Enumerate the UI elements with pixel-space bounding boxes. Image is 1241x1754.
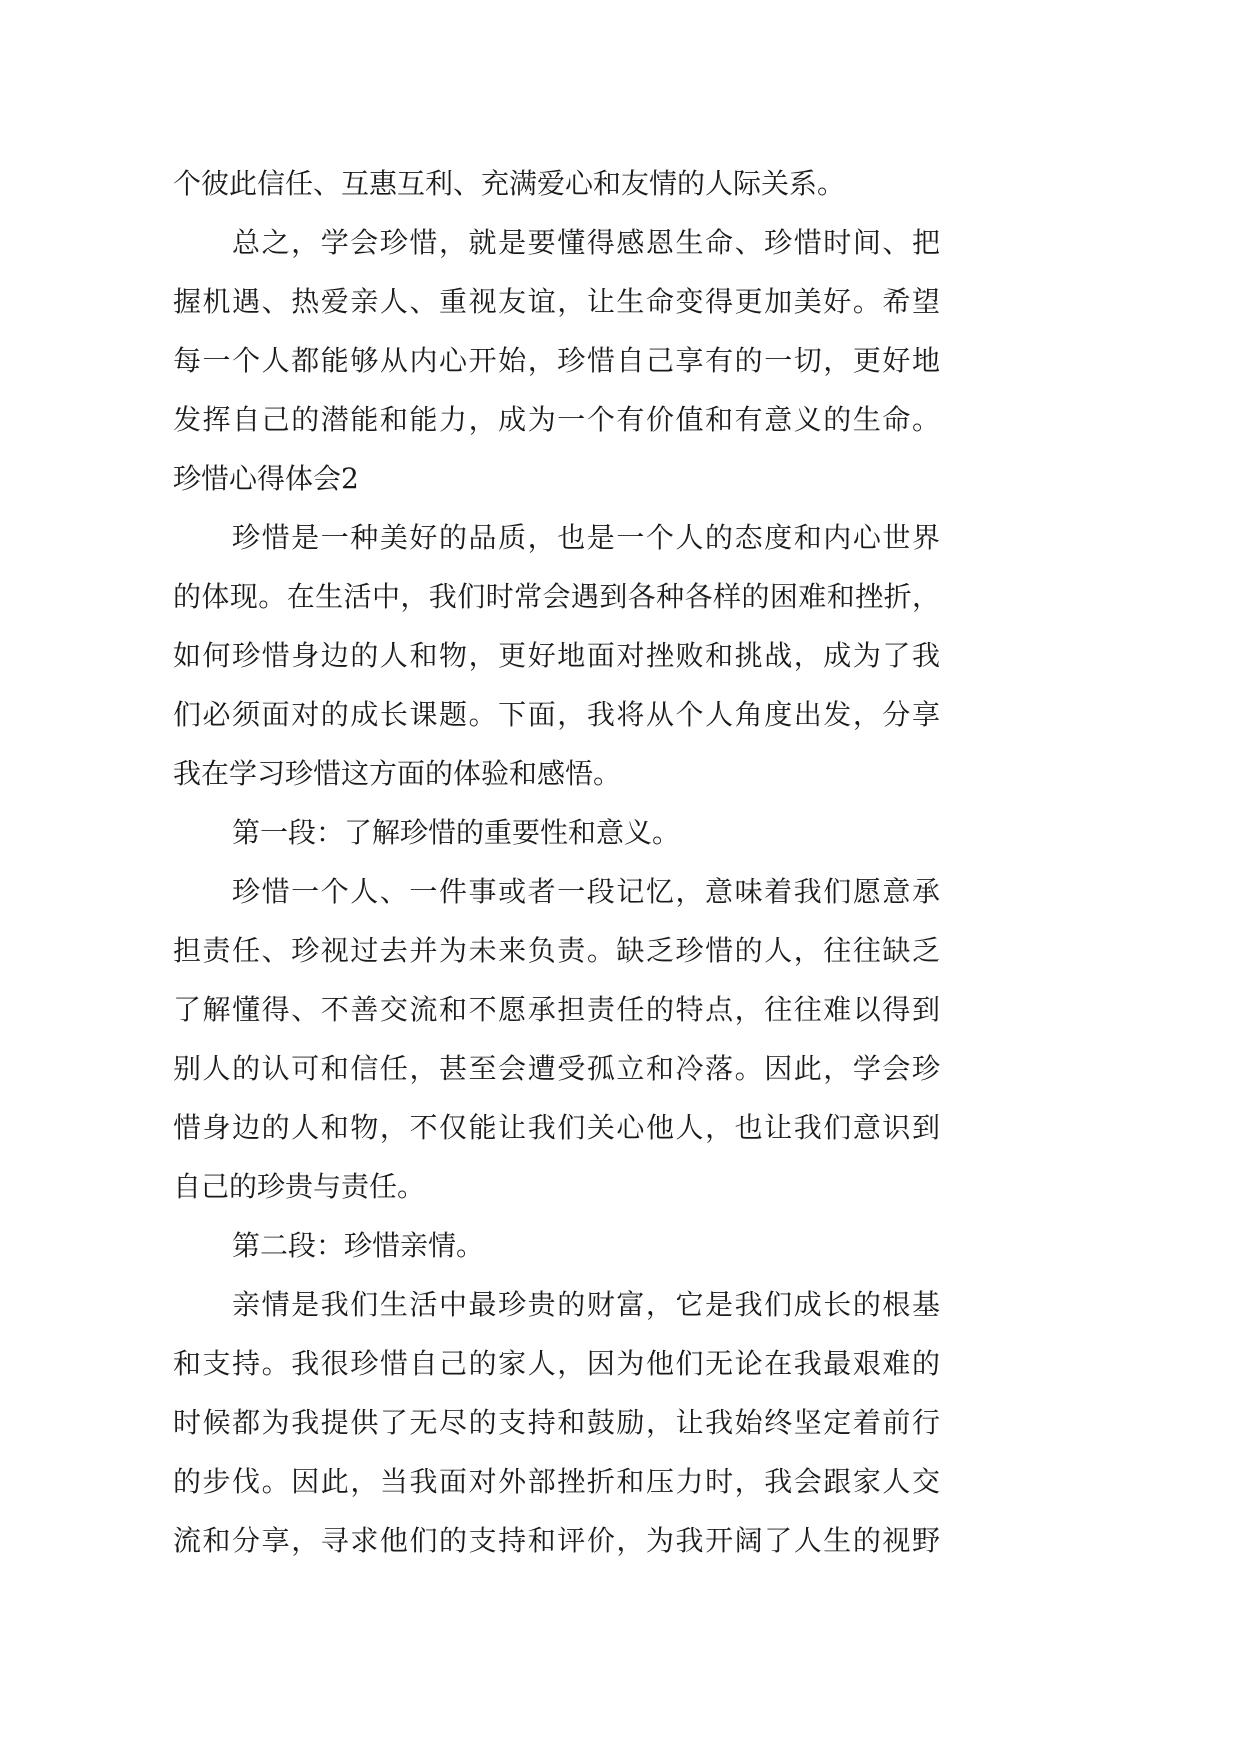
- paragraph-line: 握机遇、热爱亲人、重视友谊，让生命变得更加美好。希望: [173, 285, 940, 318]
- paragraph-line: 每一个人都能够从内心开始，珍惜自己享有的一切，更好地: [173, 344, 940, 377]
- paragraph-line: 珍惜是一种美好的品质，也是一个人的态度和内心世界: [232, 521, 940, 554]
- paragraph-line: 别人的认可和信任，甚至会遭受孤立和冷落。因此，学会珍: [173, 1052, 940, 1085]
- paragraph-line: 和支持。我很珍惜自己的家人，因为他们无论在我最艰难的: [173, 1347, 940, 1380]
- document-body: [173, 154, 940, 1570]
- paragraph-line: 的步伐。因此，当我面对外部挫折和压力时，我会跟家人交: [173, 1465, 940, 1498]
- paragraph-line: 自己的珍贵与责任。: [173, 1170, 426, 1203]
- paragraph-line: 流和分享，寻求他们的支持和评价，为我开阔了人生的视野: [173, 1524, 940, 1557]
- paragraph-line: 个彼此信任、互惠互利、充满爱心和友情的人际关系。: [173, 167, 846, 200]
- paragraph-line: 惜身边的人和物，不仅能让我们关心他人，也让我们意识到: [173, 1111, 940, 1144]
- paragraph-line: 了解懂得、不善交流和不愿承担责任的特点，往往难以得到: [173, 993, 940, 1026]
- paragraph-line: 亲情是我们生活中最珍贵的财富，它是我们成长的根基: [232, 1288, 940, 1321]
- paragraph-line: 担责任、珍视过去并为未来负责。缺乏珍惜的人，往往缺乏: [173, 934, 940, 967]
- subsection-heading: 第一段：了解珍惜的重要性和意义。: [232, 816, 681, 849]
- subsection-heading: 第二段：珍惜亲情。: [232, 1229, 485, 1262]
- paragraph-line: 总之，学会珍惜，就是要懂得感恩生命、珍惜时间、把: [232, 226, 940, 259]
- paragraph-line: 们必须面对的成长课题。下面，我将从个人角度出发，分享: [173, 698, 940, 731]
- paragraph-line: 珍惜一个人、一件事或者一段记忆，意味着我们愿意承: [232, 875, 940, 908]
- section-heading: 珍惜心得体会2: [173, 462, 359, 495]
- paragraph-line: 的体现。在生活中，我们时常会遇到各种各样的困难和挫折，: [173, 580, 940, 613]
- paragraph-line: 我在学习珍惜这方面的体验和感悟。: [173, 757, 622, 790]
- paragraph-line: 发挥自己的潜能和能力，成为一个有价值和有意义的生命。: [173, 403, 940, 436]
- paragraph-line: 如何珍惜身边的人和物，更好地面对挫败和挑战，成为了我: [173, 639, 940, 672]
- paragraph-line: 时候都为我提供了无尽的支持和鼓励，让我始终坚定着前行: [173, 1406, 940, 1439]
